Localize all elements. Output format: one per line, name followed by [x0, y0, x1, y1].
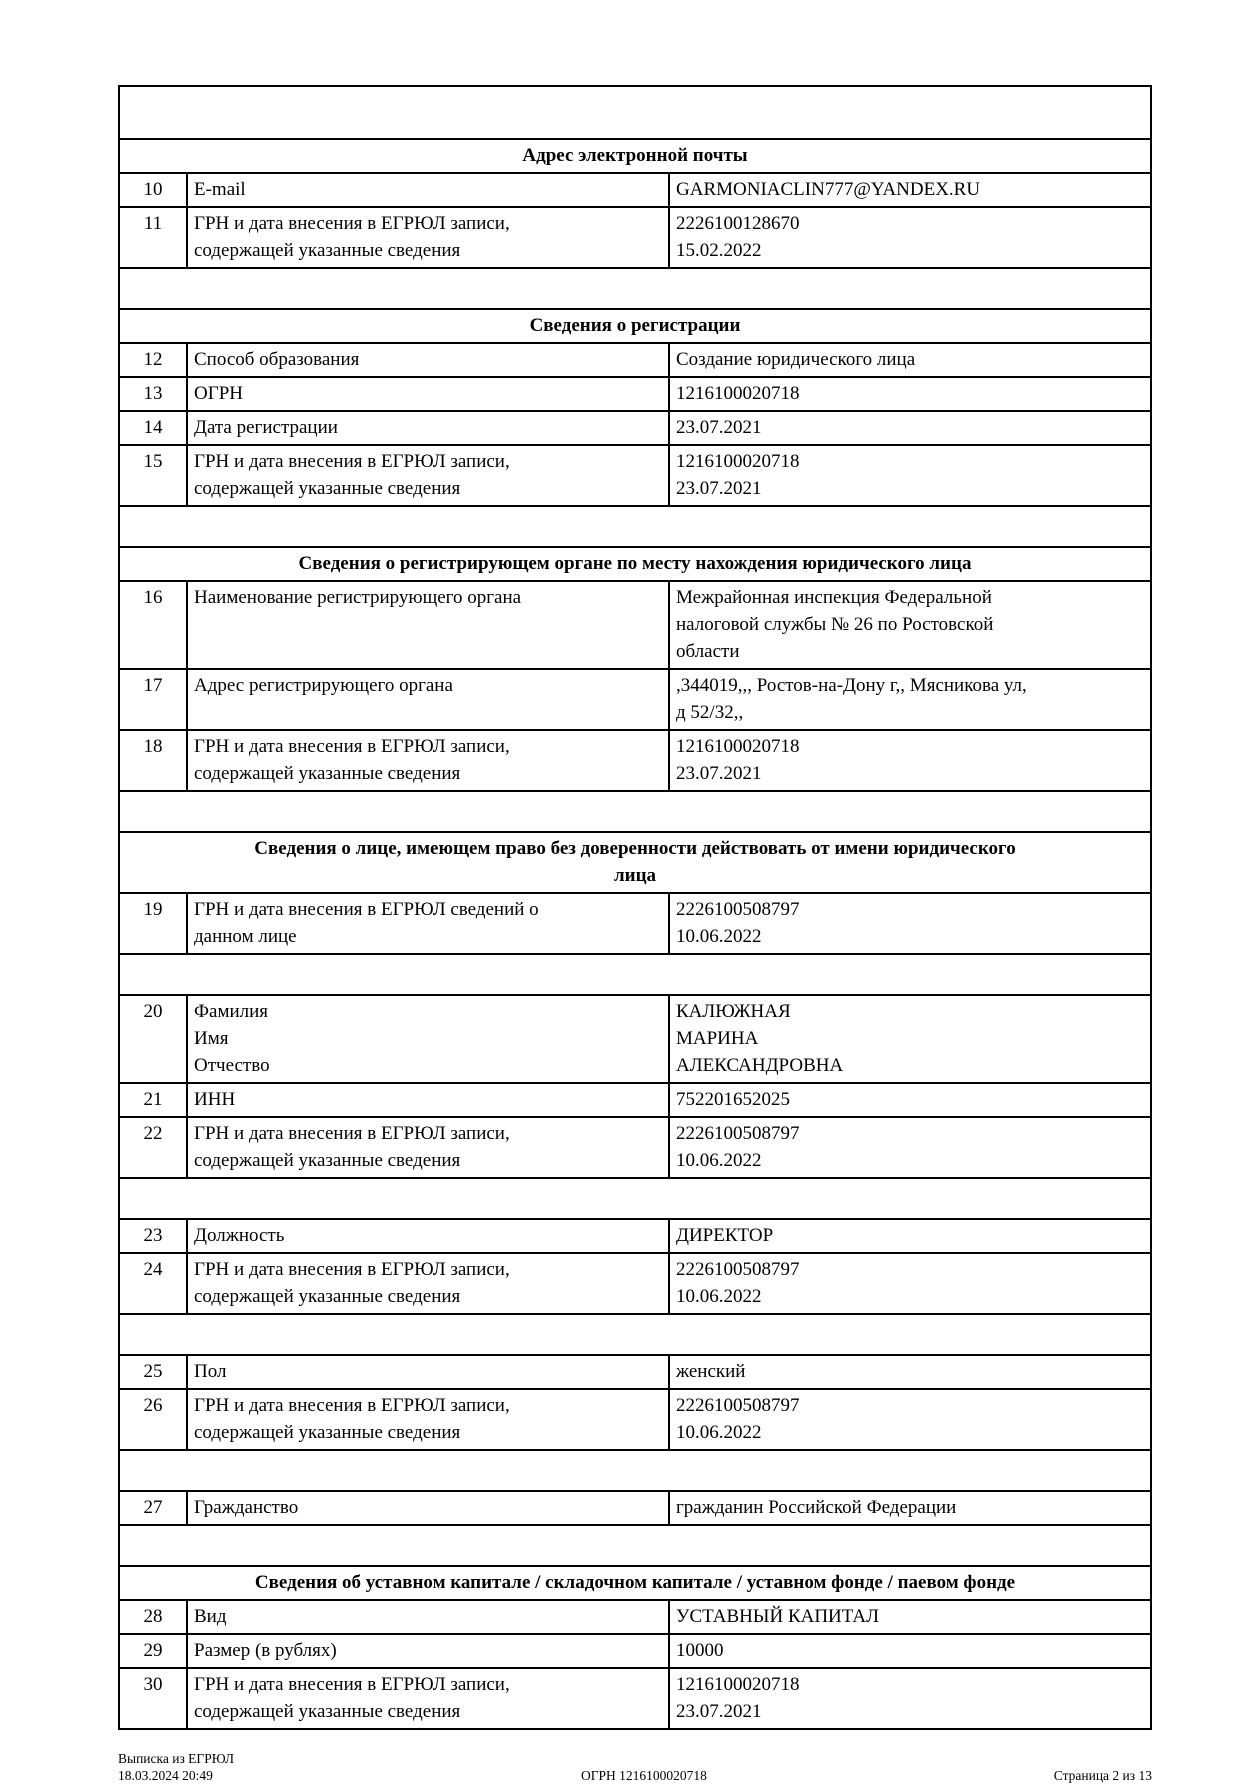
footer-datetime: 18.03.2024 20:49	[118, 1768, 213, 1783]
row-number-cell: 14	[119, 411, 187, 445]
row-label-cell	[187, 1117, 669, 1178]
spacer-cell	[119, 86, 1151, 139]
text-line: Создание юридического лица	[676, 349, 916, 370]
row-value-cell	[669, 1117, 1151, 1178]
row-label-cell	[187, 207, 669, 268]
text-line: GARMONIACLIN777@YANDEX.RU	[676, 179, 981, 200]
row-value-cell	[669, 173, 1151, 207]
table-row	[119, 1083, 1151, 1117]
text-line: ГРН и дата внесения в ЕГРЮЛ записи,	[194, 736, 510, 757]
row-number-cell: 22	[119, 1117, 187, 1178]
table-row	[119, 581, 1151, 669]
row-number-cell: 29	[119, 1634, 187, 1668]
row-value-cell	[669, 1389, 1151, 1450]
table-row	[119, 1668, 1151, 1729]
row-value-cell	[669, 377, 1151, 411]
table-row	[119, 995, 1151, 1083]
row-number-cell: 26	[119, 1389, 187, 1450]
text-line: ОГРН	[194, 383, 243, 404]
text-line: содержащей указанные сведения	[194, 478, 461, 499]
text-line: ,344019,,, Ростов-на-Дону г,, Мясникова ул,	[676, 675, 1027, 696]
row-label-cell	[187, 893, 669, 954]
text-line: УСТАВНЫЙ КАПИТАЛ	[676, 1606, 880, 1627]
spacer-cell	[119, 791, 1151, 832]
text-line: гражданин Российской Федерации	[676, 1497, 957, 1518]
section-header-line: Сведения о лице, имеющем право без доверенности действовать от имени юридического	[254, 838, 1016, 859]
text-line: 1216100020718	[676, 1674, 800, 1695]
row-value-cell	[669, 343, 1151, 377]
section-header	[119, 1566, 1151, 1600]
text-line: д 52/32,,	[676, 702, 744, 723]
text-line: Пол	[194, 1361, 227, 1382]
text-line: Дата регистрации	[194, 417, 338, 438]
footer-doc-type: Выписка из ЕГРЮЛ	[118, 1751, 235, 1766]
row-label-cell	[187, 669, 669, 730]
spacer-cell	[119, 268, 1151, 309]
row-value-cell	[669, 669, 1151, 730]
text-line: Способ образования	[194, 349, 360, 370]
text-line: содержащей указанные сведения	[194, 1286, 461, 1307]
text-line: содержащей указанные сведения	[194, 763, 461, 784]
table-row	[119, 893, 1151, 954]
spacer-row	[119, 1525, 1151, 1566]
row-number-cell: 13	[119, 377, 187, 411]
row-value-cell	[669, 1355, 1151, 1389]
text-line: ГРН и дата внесения в ЕГРЮЛ сведений о	[194, 899, 539, 920]
row-number-cell: 11	[119, 207, 187, 268]
spacer-row	[119, 1314, 1151, 1355]
row-label-cell	[187, 1219, 669, 1253]
text-line: Фамилия	[194, 1001, 269, 1022]
section-header-row	[119, 832, 1151, 893]
row-label-cell	[187, 445, 669, 506]
section-header	[119, 832, 1151, 893]
spacer-cell	[119, 954, 1151, 995]
text-line: КАЛЮЖНАЯ	[676, 1001, 791, 1022]
text-line: 23.07.2021	[676, 763, 762, 784]
row-value-cell	[669, 1253, 1151, 1314]
section-header-line: Сведения об уставном капитале / складочном капитале / уставном фонде / паевом фонде	[254, 1572, 1016, 1593]
text-line: 2226100508797	[676, 1259, 800, 1280]
row-value-cell	[669, 411, 1151, 445]
text-line: Вид	[194, 1606, 227, 1627]
section-header	[119, 309, 1151, 343]
table-row	[119, 1389, 1151, 1450]
section-header-line: лица	[613, 865, 657, 886]
row-label-cell	[187, 1491, 669, 1525]
section-header	[119, 547, 1151, 581]
table-row	[119, 1219, 1151, 1253]
row-number-cell: 16	[119, 581, 187, 669]
text-line: Имя	[194, 1028, 229, 1049]
table-row	[119, 1117, 1151, 1178]
text-line: содержащей указанные сведения	[194, 1701, 461, 1722]
row-label-cell	[187, 173, 669, 207]
row-number-cell: 28	[119, 1600, 187, 1634]
table-row	[119, 1355, 1151, 1389]
spacer-cell	[119, 1525, 1151, 1566]
spacer-row	[119, 791, 1151, 832]
spacer-cell	[119, 1314, 1151, 1355]
section-header-row	[119, 547, 1151, 581]
table-row	[119, 669, 1151, 730]
row-number-cell: 30	[119, 1668, 187, 1729]
text-line: ГРН и дата внесения в ЕГРЮЛ записи,	[194, 1259, 510, 1280]
spacer-row	[119, 1178, 1151, 1219]
footer-page-number: Страница 2 из 13	[1053, 1768, 1152, 1783]
row-label-cell	[187, 1634, 669, 1668]
table-row	[119, 411, 1151, 445]
table-row	[119, 445, 1151, 506]
row-label-cell	[187, 1668, 669, 1729]
row-number-cell: 19	[119, 893, 187, 954]
row-value-cell	[669, 1668, 1151, 1729]
text-line: 1216100020718	[676, 451, 800, 472]
spacer-cell	[119, 1178, 1151, 1219]
spacer-cell	[119, 1450, 1151, 1491]
text-line: ГРН и дата внесения в ЕГРЮЛ записи,	[194, 1674, 510, 1695]
text-line: содержащей указанные сведения	[194, 1150, 461, 1171]
row-number-cell: 18	[119, 730, 187, 791]
text-line: 2226100128670	[676, 213, 800, 234]
text-line: ГРН и дата внесения в ЕГРЮЛ записи,	[194, 213, 510, 234]
row-value-cell	[669, 730, 1151, 791]
text-line: 2226100508797	[676, 899, 800, 920]
row-value-cell	[669, 1219, 1151, 1253]
table-row	[119, 1253, 1151, 1314]
row-value-cell	[669, 1634, 1151, 1668]
row-label-cell	[187, 343, 669, 377]
text-line: 2226100508797	[676, 1123, 800, 1144]
spacer-row	[119, 506, 1151, 547]
text-line: Адрес регистрирующего органа	[194, 675, 453, 696]
table-row	[119, 1634, 1151, 1668]
text-line: 23.07.2021	[676, 1701, 762, 1722]
row-number-cell: 23	[119, 1219, 187, 1253]
text-line: области	[676, 641, 740, 662]
text-line: МАРИНА	[676, 1028, 759, 1049]
table-row	[119, 730, 1151, 791]
egrul-table-body	[119, 86, 1151, 1729]
row-number-cell: 25	[119, 1355, 187, 1389]
row-label-cell	[187, 1355, 669, 1389]
row-number-cell: 17	[119, 669, 187, 730]
text-line: 15.02.2022	[676, 240, 762, 261]
section-header-line: Сведения о регистрирующем органе по месту нахождения юридического лица	[298, 553, 972, 574]
text-line: содержащей указанные сведения	[194, 240, 461, 261]
egrul-table	[118, 85, 1152, 1730]
text-line: ДИРЕКТОР	[676, 1225, 774, 1246]
text-line: АЛЕКСАНДРОВНА	[676, 1055, 844, 1076]
spacer-row	[119, 1450, 1151, 1491]
row-number-cell: 27	[119, 1491, 187, 1525]
row-label-cell	[187, 1600, 669, 1634]
text-line: 2226100508797	[676, 1395, 800, 1416]
page-footer	[118, 1750, 1152, 1784]
row-number-cell: 12	[119, 343, 187, 377]
text-line: Межрайонная инспекция Федеральной	[676, 587, 992, 608]
spacer-row	[119, 954, 1151, 995]
text-line: Должность	[194, 1225, 285, 1246]
footer-ogrn: ОГРН 1216100020718	[580, 1768, 707, 1783]
text-line: 10.06.2022	[676, 926, 762, 947]
row-value-cell	[669, 1600, 1151, 1634]
row-label-cell	[187, 411, 669, 445]
row-value-cell	[669, 1083, 1151, 1117]
section-header-row	[119, 1566, 1151, 1600]
text-line: 23.07.2021	[676, 417, 762, 438]
text-line: Отчество	[194, 1055, 270, 1076]
spacer-row	[119, 268, 1151, 309]
row-value-cell	[669, 445, 1151, 506]
row-value-cell	[669, 207, 1151, 268]
text-line: E-mail	[194, 179, 246, 200]
table-row	[119, 207, 1151, 268]
row-value-cell	[669, 581, 1151, 669]
table-row	[119, 377, 1151, 411]
section-header-line: Сведения о регистрации	[529, 315, 741, 336]
text-line: ГРН и дата внесения в ЕГРЮЛ записи,	[194, 1395, 510, 1416]
text-line: женский	[676, 1361, 746, 1382]
text-line: 1216100020718	[676, 383, 800, 404]
table-row	[119, 173, 1151, 207]
section-header	[119, 139, 1151, 173]
spacer-cell	[119, 506, 1151, 547]
text-line: 10000	[676, 1640, 724, 1661]
row-label-cell	[187, 377, 669, 411]
row-label-cell	[187, 581, 669, 669]
table-row	[119, 1600, 1151, 1634]
table-row	[119, 343, 1151, 377]
row-value-cell	[669, 995, 1151, 1083]
text-line: 10.06.2022	[676, 1286, 762, 1307]
text-line: 23.07.2021	[676, 478, 762, 499]
text-line: 10.06.2022	[676, 1150, 762, 1171]
row-number-cell: 21	[119, 1083, 187, 1117]
table-row	[119, 1491, 1151, 1525]
footer-left-block	[118, 1750, 234, 1784]
text-line: данном лице	[194, 926, 297, 947]
row-label-cell	[187, 1389, 669, 1450]
text-line: 10.06.2022	[676, 1422, 762, 1443]
row-number-cell: 24	[119, 1253, 187, 1314]
text-line: ИНН	[194, 1089, 236, 1110]
row-label-cell	[187, 995, 669, 1083]
row-value-cell	[669, 1491, 1151, 1525]
row-value-cell	[669, 893, 1151, 954]
text-line: 752201652025	[676, 1089, 790, 1110]
row-label-cell	[187, 730, 669, 791]
text-line: ГРН и дата внесения в ЕГРЮЛ записи,	[194, 1123, 510, 1144]
text-line: содержащей указанные сведения	[194, 1422, 461, 1443]
row-label-cell	[187, 1083, 669, 1117]
text-line: Наименование регистрирующего органа	[194, 587, 522, 608]
row-number-cell: 20	[119, 995, 187, 1083]
section-header-line: Адрес электронной почты	[522, 145, 748, 166]
spacer-row	[119, 86, 1151, 139]
row-label-cell	[187, 1253, 669, 1314]
text-line: ГРН и дата внесения в ЕГРЮЛ записи,	[194, 451, 510, 472]
row-number-cell: 10	[119, 173, 187, 207]
row-number-cell: 15	[119, 445, 187, 506]
text-line: Размер (в рублях)	[194, 1640, 337, 1661]
text-line: 1216100020718	[676, 736, 800, 757]
section-header-row	[119, 139, 1151, 173]
section-header-row	[119, 309, 1151, 343]
text-line: Гражданство	[194, 1497, 299, 1518]
text-line: налоговой службы № 26 по Ростовской	[676, 614, 994, 635]
